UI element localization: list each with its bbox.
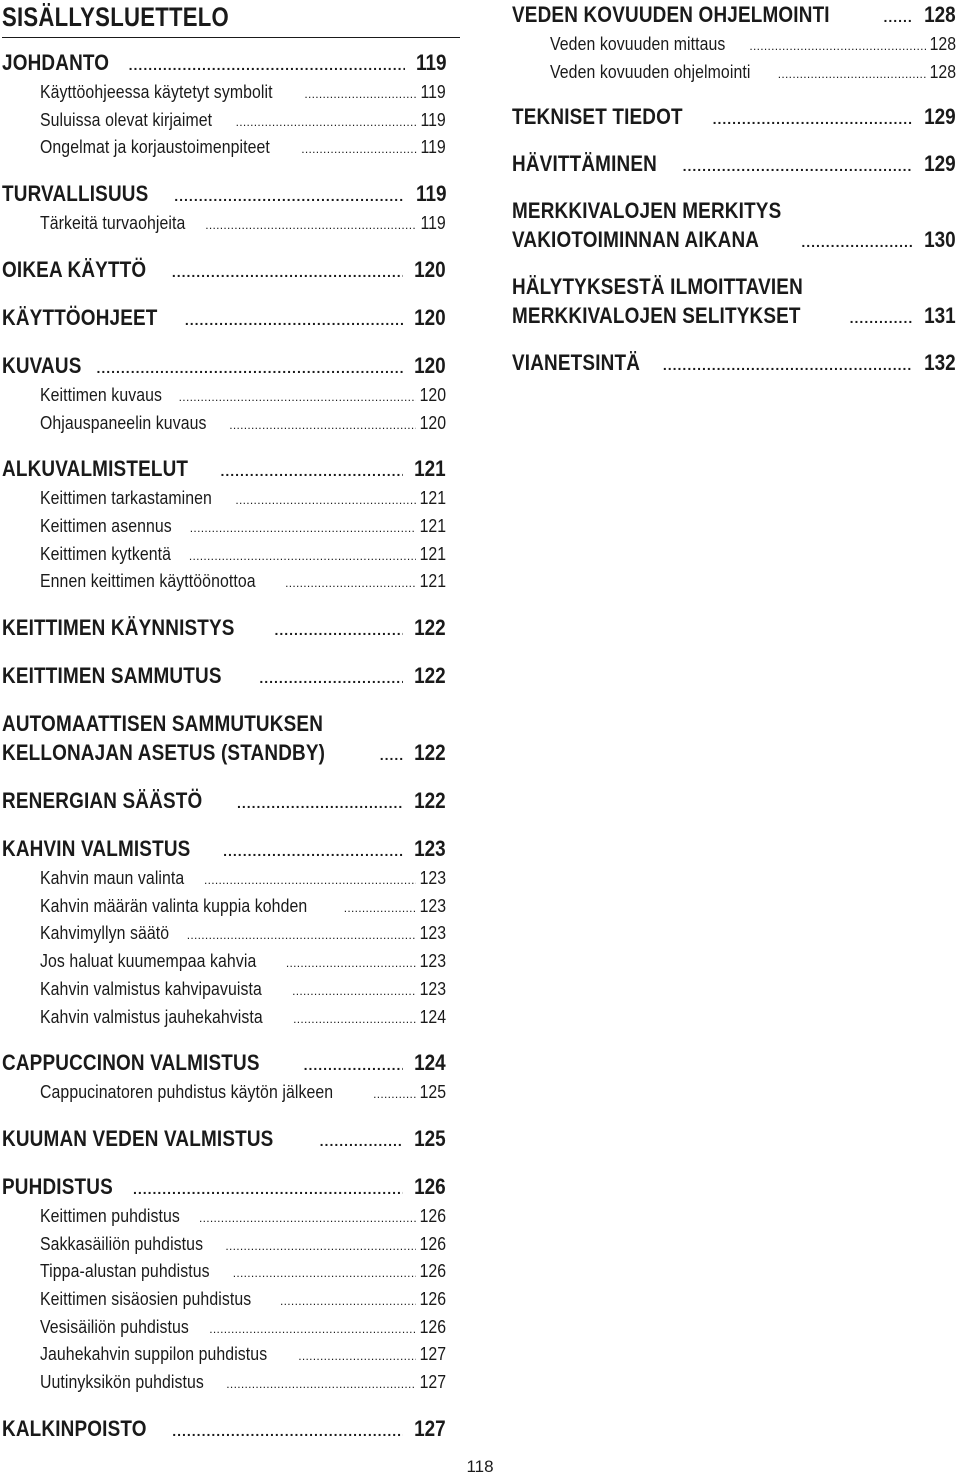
toc-subsection-entry[interactable] (40, 1080, 446, 1108)
dot-leader (235, 486, 416, 514)
dot-leader (663, 348, 913, 380)
dot-leader (883, 0, 913, 32)
toc-subsection-entry[interactable] (40, 1315, 446, 1343)
toc-section (2, 613, 446, 645)
toc-subsection-title: Cappucinatoren puhdistus käytön jälkeen (40, 1082, 334, 1103)
toc-subsection-list (2, 866, 446, 1032)
toc-subsection-entry[interactable] (40, 80, 446, 108)
toc-subsection-title: Ohjauspaneelin kuvaus (40, 412, 207, 433)
dot-leader (187, 921, 416, 949)
toc-subsection-page-number: 125 (419, 1082, 446, 1103)
toc-section-page-number: 125 (414, 1125, 446, 1151)
toc-subsection-page-number: 119 (420, 137, 446, 158)
toc-subsection-list (2, 1080, 446, 1108)
dot-leader (236, 108, 418, 136)
toc-subsection-entry[interactable] (40, 569, 446, 597)
toc-subsection-entry[interactable] (40, 1204, 446, 1232)
dot-leader (226, 1370, 416, 1398)
toc-subsection-title: Ennen keittimen käyttöönottoa (40, 571, 256, 592)
toc-section-entry[interactable] (2, 48, 446, 80)
toc-section-title: ALKUVALMISTELUT (2, 456, 189, 482)
toc-section-entry[interactable] (512, 149, 956, 181)
toc-subsection-title: Jos haluat kuumempaa kahvia (40, 951, 257, 972)
toc-section (2, 661, 446, 693)
toc-section (2, 786, 446, 818)
page-title: SISÄLLYSLUETTELO (2, 2, 230, 32)
toc-section-entry[interactable] (2, 351, 446, 383)
toc-subsection-list (2, 80, 446, 163)
dot-leader (749, 32, 926, 60)
dot-leader (320, 1124, 404, 1156)
toc-right-column (512, 0, 956, 380)
toc-subsection-title: Käyttöohjeessa käytetyt symbolit (40, 82, 273, 102)
toc-section-title-line1 (512, 272, 956, 301)
toc-section-page-number: 128 (924, 2, 956, 27)
toc-section-entry[interactable] (2, 303, 446, 335)
toc-section-entry[interactable] (2, 834, 446, 866)
toc-section-entry[interactable] (512, 225, 956, 257)
dot-leader (713, 102, 914, 134)
toc-subsection-page-number: 126 (419, 1316, 446, 1337)
toc-subsection-entry[interactable] (40, 1005, 446, 1033)
toc-subsection-entry[interactable] (40, 411, 446, 439)
toc-subsection-entry[interactable] (40, 383, 446, 411)
toc-section (2, 1414, 446, 1446)
toc-section (512, 149, 956, 181)
toc-section-entry[interactable] (512, 102, 956, 134)
dot-leader (185, 303, 403, 335)
toc-section-entry[interactable] (2, 1172, 446, 1204)
toc-subsection-page-number: 123 (419, 978, 446, 999)
toc-subsection-entry[interactable] (40, 211, 446, 239)
toc-subsection-page-number: 126 (419, 1233, 446, 1254)
toc-section-title: HÄVITTÄMINEN (512, 151, 658, 177)
dot-leader (189, 542, 416, 570)
toc-section-entry[interactable] (2, 255, 446, 287)
toc-subsection-page-number: 127 (419, 1372, 446, 1393)
dot-leader (293, 1005, 416, 1033)
toc-subsection-entry[interactable] (40, 108, 446, 136)
toc-subsection-title: Kahvin maun valinta (40, 868, 185, 889)
toc-subsection-title: Keittimen kuvaus (40, 384, 163, 405)
toc-subsection-title: Kahvimyllyn säätö (40, 923, 170, 944)
toc-subsection-page-number: 123 (419, 951, 446, 972)
toc-section-title: MERKKIVALOJEN SELITYKSET (512, 303, 801, 329)
toc-subsection-title: Veden kovuuden ohjelmointi (550, 61, 751, 82)
toc-subsection-entry[interactable] (550, 60, 956, 88)
toc-subsection-page-number: 119 (420, 213, 446, 234)
dot-leader (259, 661, 403, 693)
dot-leader (209, 1315, 416, 1343)
toc-subsection-entry[interactable] (40, 977, 446, 1005)
dot-leader (285, 569, 416, 597)
toc-subsection-title: Keittimen tarkastaminen (40, 488, 212, 509)
dot-leader (683, 149, 914, 181)
dot-leader (172, 1414, 403, 1446)
toc-subsection-entry[interactable] (40, 1370, 446, 1398)
toc-section-title-line1 (512, 196, 956, 225)
dot-leader (205, 211, 417, 239)
dot-leader (129, 48, 405, 80)
toc-section-page-number: 129 (924, 151, 956, 177)
dot-leader (190, 514, 416, 542)
toc-section (2, 454, 446, 597)
toc-subsection-title: Tippa-alustan puhdistus (40, 1261, 210, 1282)
toc-section-title: VAKIOTOIMINNAN AIKANA (512, 227, 760, 253)
toc-section-title: PUHDISTUS (2, 1173, 113, 1199)
dot-leader (96, 351, 403, 383)
toc-section-title: KALKINPOISTO (2, 1415, 147, 1441)
toc-subsection-title: Ongelmat ja korjaustoimenpiteet (40, 137, 270, 158)
toc-section-entry[interactable] (512, 0, 956, 32)
toc-section-page-number: 126 (414, 1173, 446, 1199)
toc-section-title-part: HÄLYTYKSESTÄ ILMOITTAVIEN (512, 274, 803, 300)
toc-section-page-number: 124 (414, 1050, 446, 1076)
toc-subsection-title: Vesisäiliön puhdistus (40, 1316, 189, 1337)
toc-subsection-title: Keittimen sisäosien puhdistus (40, 1289, 252, 1310)
toc-subsection-entry[interactable] (40, 486, 446, 514)
toc-subsection-entry[interactable] (40, 514, 446, 542)
toc-subsection-title: Tärkeitä turvaohjeita (40, 213, 186, 234)
dot-leader (179, 383, 416, 411)
toc-section-entry[interactable] (2, 661, 446, 693)
dot-leader (304, 80, 417, 108)
toc-subsection-entry[interactable] (40, 921, 446, 949)
toc-section-entry[interactable] (512, 348, 956, 380)
toc-section-entry[interactable] (2, 454, 446, 486)
toc-subsection-page-number: 124 (419, 1006, 446, 1027)
toc-section-entry[interactable] (2, 613, 446, 645)
toc-section-entry[interactable] (2, 1048, 446, 1080)
toc-section-title: JOHDANTO (2, 50, 110, 75)
dot-leader (274, 613, 403, 645)
toc-section-entry[interactable] (2, 1414, 446, 1446)
toc-subsection-entry[interactable] (40, 542, 446, 570)
toc-section-title: CAPPUCCINON VALMISTUS (2, 1050, 260, 1076)
toc-section (2, 255, 446, 287)
toc-subsection-page-number: 121 (419, 488, 446, 509)
dot-leader (778, 60, 926, 88)
dot-leader (237, 786, 403, 818)
toc-subsection-title: Veden kovuuden mittaus (550, 34, 726, 54)
toc-section-page-number: 120 (414, 304, 446, 330)
toc-section (2, 351, 446, 438)
toc-section-title-part: MERKKIVALOJEN MERKITYS (512, 198, 782, 224)
toc-subsection-page-number: 121 (419, 571, 446, 592)
toc-subsection-page-number: 123 (419, 895, 446, 916)
toc-section-page-number: 120 (414, 352, 446, 378)
toc-subsection-page-number: 120 (419, 412, 446, 433)
dot-leader (174, 179, 404, 211)
toc-section-entry[interactable] (2, 1124, 446, 1156)
toc-section-page-number: 132 (924, 350, 956, 376)
toc-section-title: TURVALLISUUS (2, 181, 149, 207)
toc-section-page-number: 123 (414, 836, 446, 862)
dot-leader (286, 949, 416, 977)
toc-subsection-page-number: 121 (419, 543, 446, 564)
toc-subsection-page-number: 126 (419, 1205, 446, 1226)
dot-leader (133, 1172, 403, 1204)
toc-section (512, 196, 956, 257)
dot-leader (344, 894, 416, 922)
toc-subsection-list (2, 211, 446, 239)
dot-leader (373, 1080, 416, 1108)
toc-section-page-number: 119 (415, 181, 446, 207)
toc-section-entry[interactable] (512, 301, 956, 333)
toc-section-title: KELLONAJAN ASETUS (STANDBY) (2, 740, 326, 766)
toc-section (2, 48, 446, 163)
toc-subsection-list (2, 486, 446, 597)
dot-leader (850, 301, 914, 333)
toc-section-title: RENERGIAN SÄÄSTÖ (2, 788, 203, 814)
toc-subsection-page-number: 120 (419, 384, 446, 405)
dot-leader (229, 411, 416, 439)
toc-subsection-entry[interactable] (40, 1342, 446, 1370)
toc-section (2, 1124, 446, 1156)
toc-subsection-entry[interactable] (40, 866, 446, 894)
toc-section-page-number: 120 (414, 256, 446, 282)
toc-subsection-page-number: 121 (419, 515, 446, 536)
toc-subsection-entry[interactable] (550, 32, 956, 60)
dot-leader (801, 225, 913, 257)
toc-subsection-page-number: 123 (419, 868, 446, 889)
toc-section-page-number: 119 (415, 50, 446, 75)
toc-section-title: KEITTIMEN SAMMUTUS (2, 663, 222, 689)
toc-subsection-page-number: 127 (419, 1344, 446, 1365)
toc-subsection-page-number: 126 (419, 1289, 446, 1310)
toc-section-title-line1 (2, 709, 446, 738)
page-number: 118 (466, 1457, 494, 1476)
toc-section-page-number: 122 (414, 740, 446, 766)
toc-section (2, 179, 446, 239)
toc-subsection-page-number: 128 (929, 61, 956, 82)
dot-leader (292, 977, 416, 1005)
toc-section (2, 1048, 446, 1108)
toc-section-page-number: 127 (414, 1415, 446, 1441)
toc-subsection-list (512, 32, 956, 87)
toc-section-title: KUVAUS (2, 352, 82, 378)
toc-subsection-entry[interactable] (40, 1259, 446, 1287)
toc-section (512, 272, 956, 333)
title-divider (2, 37, 460, 38)
toc-section-page-number: 122 (414, 663, 446, 689)
toc-section-title: VEDEN KOVUUDEN OHJELMOINTI (512, 2, 830, 27)
toc-subsection-page-number: 128 (929, 34, 956, 54)
toc-subsection-page-number: 126 (419, 1261, 446, 1282)
toc-subsection-list (2, 383, 446, 438)
toc-section-title: VIANETSINTÄ (512, 350, 641, 376)
toc-section (2, 1172, 446, 1398)
toc-subsection-title: Uutinyksikön puhdistus (40, 1372, 204, 1393)
toc-section-title: TEKNISET TIEDOT (512, 104, 683, 130)
toc-section-title: KAHVIN VALMISTUS (2, 836, 191, 862)
toc-section-page-number: 129 (924, 104, 956, 130)
toc-subsection-page-number: 123 (419, 923, 446, 944)
dot-leader (172, 255, 403, 287)
toc-subsection-list (2, 1204, 446, 1398)
dot-leader (225, 1232, 416, 1260)
toc-section (2, 709, 446, 770)
dot-leader (280, 1287, 416, 1315)
toc-subsection-entry[interactable] (40, 135, 446, 163)
toc-subsection-title: Keittimen puhdistus (40, 1205, 180, 1226)
toc-section-page-number: 131 (924, 303, 956, 329)
toc-section-entry[interactable] (2, 179, 446, 211)
toc-section (512, 348, 956, 380)
toc-section (512, 102, 956, 134)
dot-leader (304, 1048, 404, 1080)
toc-section-title: KÄYTTÖOHJEET (2, 304, 158, 330)
toc-subsection-title: Keittimen kytkentä (40, 543, 172, 564)
toc-section-page-number: 122 (414, 788, 446, 814)
toc-subsection-page-number: 119 (420, 82, 446, 102)
toc-subsection-title: Kahvin valmistus kahvipavuista (40, 978, 262, 999)
toc-section-title: OIKEA KÄYTTÖ (2, 256, 147, 282)
toc-section-page-number: 121 (414, 456, 446, 482)
dot-leader (233, 1259, 416, 1287)
toc-left-column (2, 48, 446, 1446)
toc-subsection-title: Keittimen asennus (40, 515, 172, 536)
toc-subsection-entry[interactable] (40, 1232, 446, 1260)
toc-subsection-entry[interactable] (40, 949, 446, 977)
toc-subsection-entry[interactable] (40, 1287, 446, 1315)
dot-leader (298, 1342, 416, 1370)
dot-leader (223, 834, 403, 866)
toc-section (2, 834, 446, 1032)
toc-subsection-page-number: 119 (420, 109, 446, 130)
dot-leader (220, 454, 403, 486)
dot-leader (301, 135, 417, 163)
dot-leader (204, 866, 416, 894)
toc-section (512, 0, 956, 87)
toc-section-title: KUUMAN VEDEN VALMISTUS (2, 1125, 274, 1151)
toc-section-title-part: AUTOMAATTISEN SAMMUTUKSEN (2, 711, 324, 737)
toc-section-entry[interactable] (2, 786, 446, 818)
toc-subsection-title: Kahvin valmistus jauhekahvista (40, 1006, 263, 1027)
toc-subsection-title: Jauhekahvin suppilon puhdistus (40, 1344, 268, 1365)
toc-subsection-title: Sakkasäiliön puhdistus (40, 1233, 204, 1254)
toc-section-page-number: 122 (414, 615, 446, 641)
toc-section-entry[interactable] (2, 738, 446, 770)
dot-leader (199, 1204, 416, 1232)
toc-subsection-title: Suluissa olevat kirjaimet (40, 109, 213, 130)
toc-subsection-title: Kahvin määrän valinta kuppia kohden (40, 895, 308, 916)
dot-leader (380, 738, 404, 770)
toc-section-title: KEITTIMEN KÄYNNISTYS (2, 615, 235, 641)
toc-subsection-entry[interactable] (40, 894, 446, 922)
toc-section-page-number: 130 (924, 227, 956, 253)
toc-section (2, 303, 446, 335)
